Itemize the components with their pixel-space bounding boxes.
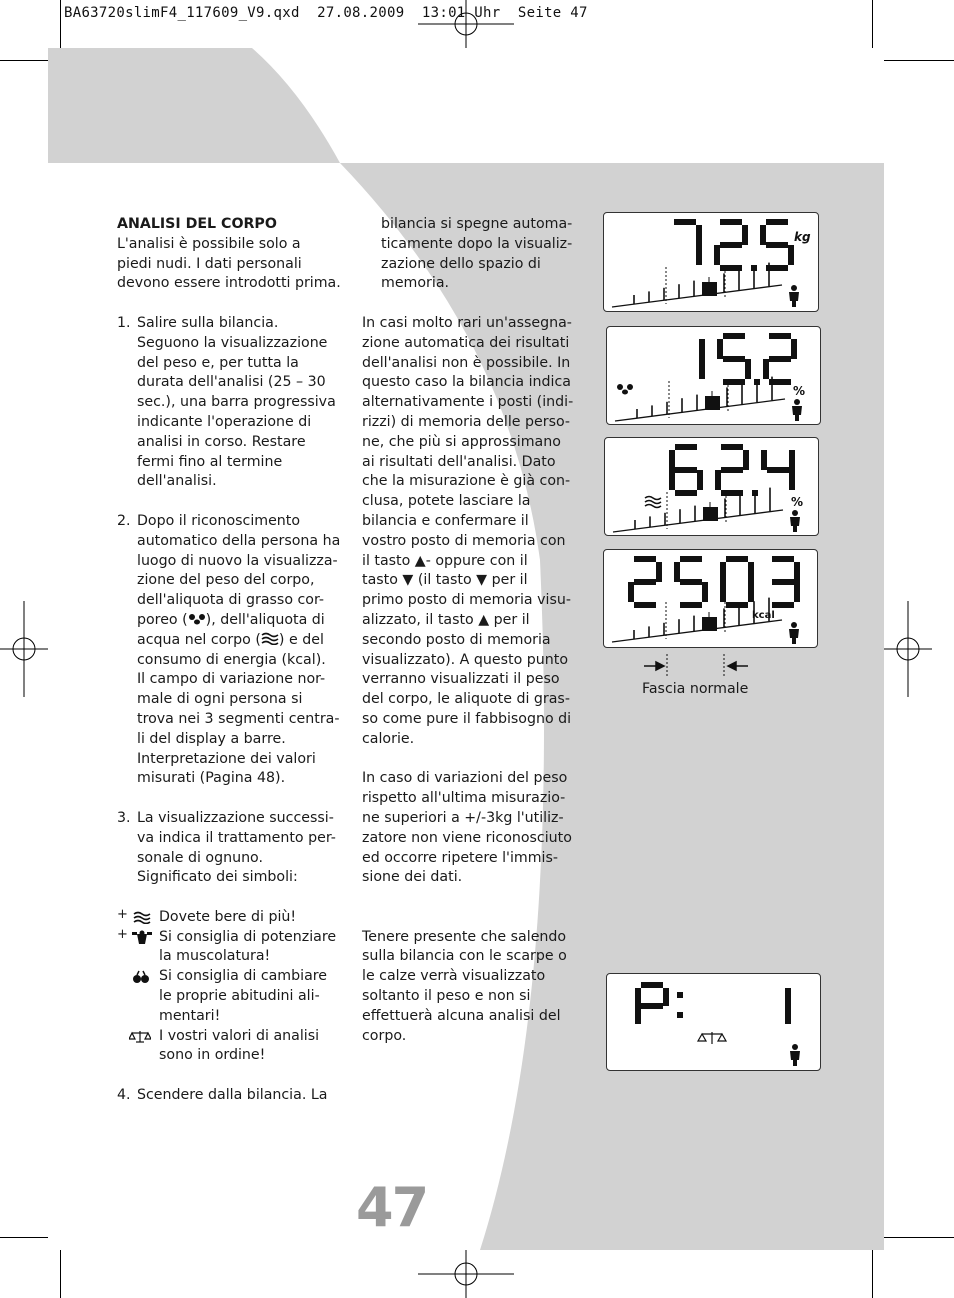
text-line: le proprie abitudini ali- <box>159 988 320 1005</box>
up-arrow-icon: ▲ <box>478 611 490 628</box>
lcd-display-kcal <box>603 549 818 648</box>
text-line: I vostri valori di analisi <box>159 1027 320 1044</box>
lcd-segment <box>674 562 680 582</box>
fat-icon <box>188 613 206 625</box>
text-line: Seguono la visualizzazione <box>137 334 328 351</box>
text-line: primo posto di memoria visu- <box>362 592 571 609</box>
lcd-segment <box>720 219 742 225</box>
text-line: fermi fino al termine <box>137 453 283 470</box>
lcd-unit-label: kcal <box>752 610 775 621</box>
lcd-segment <box>663 988 669 1006</box>
text-line: luogo di nuovo la visualizza- <box>137 552 338 569</box>
water-icon <box>645 505 661 508</box>
lcd-segment <box>641 982 663 988</box>
text-line: dell'analisi non è possibile. In <box>362 354 571 371</box>
fat-icon <box>617 384 623 390</box>
scales-icon <box>698 1032 726 1044</box>
text-line: La visualizzazione successi- <box>137 809 334 826</box>
text-line: la muscolatura! <box>159 948 271 965</box>
lcd-segment <box>766 219 788 225</box>
text-line: li del display a barre. <box>137 730 286 747</box>
lcd-segment <box>628 582 634 602</box>
bar-progress-block <box>703 507 718 521</box>
text-line: va indica il trattamento per- <box>137 829 336 846</box>
symbol-muscle: + Si consiglia di potenziare la muscolatura! <box>117 928 342 968</box>
lcd-segment <box>702 582 708 602</box>
text-line: del peso e, per tutta la <box>137 354 299 371</box>
text-line: Si consiglia di cambiare <box>159 968 328 985</box>
text-line: Salire sulla bilancia. <box>137 314 279 331</box>
text-line: corpo. <box>362 1027 407 1044</box>
person-icon <box>790 1051 800 1066</box>
text-line: ai risultati dell'analisi. Dato <box>362 453 556 470</box>
bar-baseline <box>612 620 782 642</box>
lcd-segment <box>641 1003 663 1009</box>
bar-baseline <box>615 399 785 421</box>
down-arrow-icon: ▼ <box>402 572 414 589</box>
lcd-display-weight <box>603 212 819 312</box>
lcd-segment <box>635 988 641 1006</box>
lcd-segment <box>743 450 749 470</box>
text-line: sonale di ognuno. <box>137 849 263 866</box>
text-line: memoria. <box>381 275 450 292</box>
text-line: acqua nel corpo ( ) e del <box>137 631 324 648</box>
text-line: ne superiori a +/-3kg l'utiliz- <box>362 809 564 826</box>
bar-progress-block <box>702 282 717 296</box>
lcd-segment <box>714 245 720 265</box>
text-line: Tenere presente che salendo <box>362 928 567 945</box>
water-icon <box>261 632 279 645</box>
lcd-segment <box>720 562 726 582</box>
text-line: zatore non viene riconosciuto <box>362 829 572 846</box>
column-1 <box>117 215 342 1106</box>
text-line: ed occorre ripetere l'immis- <box>362 849 558 866</box>
lcd-segment <box>696 225 702 245</box>
text-line: dell'analisi. <box>137 473 217 490</box>
text-line: le calze verrà visualizzato <box>362 968 546 985</box>
text-line: Significato dei simboli: <box>137 869 298 886</box>
person-icon <box>791 285 797 291</box>
text-line: sec.), una barra progressiva <box>137 394 336 411</box>
text-line: sono in ordine! <box>159 1047 266 1064</box>
text-line: Il campo di variazione nor- <box>137 671 326 688</box>
lcd-segment <box>696 245 702 265</box>
text-line: visualizzato). A questo punto <box>362 651 569 668</box>
lcd-segment <box>680 579 702 585</box>
lcd-segment <box>720 582 726 602</box>
text-line: verranno visualizzati il peso <box>362 671 560 688</box>
fat-icon <box>627 384 633 390</box>
person-icon <box>791 622 797 628</box>
person-icon <box>792 1044 798 1050</box>
lcd-segment <box>789 470 795 490</box>
text-line: soltanto il peso e non si <box>362 988 531 1005</box>
text-line: zazione dello spazio di <box>381 255 541 272</box>
text-line: In caso di variazioni del peso <box>362 770 568 787</box>
text-line: bilancia e confermare il <box>362 512 529 529</box>
scales-icon <box>129 1030 151 1044</box>
normal-range-label: Fascia normale <box>642 681 749 697</box>
lcd-segment <box>748 562 754 582</box>
bar-baseline <box>613 510 783 532</box>
lcd-segment <box>772 556 794 562</box>
lcd-segment <box>794 582 800 602</box>
lcd-colon <box>677 1012 683 1018</box>
text-line: sulla bilancia con le scarpe o <box>362 948 567 965</box>
person-icon <box>789 292 799 307</box>
lcd-segment <box>726 556 748 562</box>
lcd-segment <box>675 444 697 450</box>
text-line: rizzi) di memoria delle perso- <box>362 413 571 430</box>
text-line: questo caso la bilancia indica <box>362 374 571 391</box>
lcd-segment <box>635 1006 641 1024</box>
text-line: Dopo il riconoscimento <box>137 512 301 529</box>
lcd-segment <box>721 444 743 450</box>
text-line: consumo di energia (kcal). <box>137 651 326 668</box>
lcd-segment <box>742 225 748 245</box>
list-item-1: 1. Salire sulla bilancia. Seguono la visualizzazione del peso e, per tutta la durata dell'analisi (25 – 30 sec.), una barra progressiva indicante l'operazione di analisi in corso. Restare fermi fino al termine dell'analisi. <box>117 314 342 492</box>
lcd-segment <box>772 579 794 585</box>
text-line: zione del peso del corpo, <box>137 572 315 589</box>
lcd-segment <box>785 1006 791 1024</box>
lcd-segment <box>721 467 743 473</box>
lcd-segment <box>785 988 791 1006</box>
lcd-segment <box>788 245 794 265</box>
text-line: effettuerà alcuna analisi del <box>362 1007 561 1024</box>
text-line: piedi nudi. I dati personali <box>117 255 302 272</box>
lcd-segment <box>723 333 745 339</box>
person-icon <box>792 510 798 516</box>
text-line: L'analisi è possibile solo a <box>117 235 301 252</box>
lcd-segment <box>680 602 702 608</box>
lcd-segment <box>717 339 723 359</box>
text-line: In casi molto rari un'assegna- <box>362 314 572 331</box>
water-icon <box>645 501 661 504</box>
lcd-unit-label: kg <box>794 230 811 244</box>
lcd-segment <box>669 450 675 470</box>
text-line: Si consiglia di potenziare <box>159 928 337 945</box>
down-arrow-icon: ▼ <box>476 572 488 589</box>
text-line: tasto ▼ (il tasto ▼ per il <box>362 572 528 589</box>
lcd-segment <box>675 490 697 496</box>
text-line: il tasto ▲- oppure con il <box>362 552 528 569</box>
text-line: devono essere introdotti prima. <box>117 275 341 292</box>
person-icon <box>790 517 800 532</box>
normal-range-arrows <box>640 654 760 684</box>
text-line: calorie. <box>362 730 415 747</box>
fruit-icon <box>132 970 150 984</box>
column-2 <box>362 215 577 1046</box>
lcd-segment <box>697 470 703 490</box>
text-line: mentari! <box>159 1007 221 1024</box>
text-line: sione dei dati. <box>362 869 463 886</box>
up-arrow-icon: ▲ <box>414 552 426 569</box>
text-line: Scendere dalla bilancia. La <box>137 1087 328 1104</box>
lcd-colon <box>677 992 683 998</box>
lcd-segment <box>634 579 656 585</box>
lcd-segment <box>769 333 791 339</box>
water-icon <box>133 911 151 924</box>
text-line: bilancia si spegne automa- <box>381 216 573 232</box>
lcd-segment <box>767 467 789 473</box>
lcd-segment <box>789 450 795 470</box>
text-line: trova nei 3 segmenti centra- <box>137 710 340 727</box>
text-line: clusa, potete lasciare la <box>362 493 531 510</box>
muscle-icon <box>132 930 152 945</box>
bar-baseline <box>612 285 782 307</box>
lcd-segment <box>699 339 705 359</box>
print-slug: BA63720slimF4_117609_V9.qxd 27.08.2009 13:01 Uhr Seite 47 <box>64 5 588 21</box>
text-line: misurati (Pagina 48). <box>137 770 286 787</box>
text-line: alizzato, il tasto ▲ per il <box>362 611 530 628</box>
text-line: ne, che più si approssimano <box>362 433 561 450</box>
text-line: automatico della persona ha <box>137 532 341 549</box>
list-item-4: 4. Scendere dalla bilancia. La <box>117 1086 342 1106</box>
lcd-segment <box>748 582 754 602</box>
lcd-segment <box>675 467 697 473</box>
lcd-segment <box>634 556 656 562</box>
list-item-3: 3. La visualizzazione successi- va indica il trattamento per- sonale di ognuno. Significato dei simboli: <box>117 809 342 888</box>
lcd-segment <box>674 219 696 225</box>
lcd-segment <box>760 225 766 245</box>
text-line: dell'aliquota di grasso cor- <box>137 592 325 609</box>
lcd-display-fat <box>606 326 821 425</box>
lcd-segment <box>745 359 751 379</box>
lcd-segment <box>656 562 662 582</box>
text-line: zione automatica dei risultati <box>362 334 570 351</box>
lcd-segment <box>766 242 788 248</box>
lcd-segment <box>720 242 742 248</box>
person-icon <box>789 629 799 644</box>
lcd-segment <box>769 356 791 362</box>
lcd-segment <box>669 470 675 490</box>
text-line: ticamente dopo la visualiz- <box>381 235 573 252</box>
text-line: Dovete bere di più! <box>159 908 297 925</box>
text-line: male di ogni persona si <box>137 691 303 708</box>
lcd-unit-label: % <box>793 384 806 398</box>
lcd-segment <box>723 356 745 362</box>
lcd-display-memory <box>606 973 821 1071</box>
lcd-segment <box>794 562 800 582</box>
symbol-ok <box>117 1027 342 1067</box>
text-line: vostro posto di memoria con <box>362 532 566 549</box>
lcd-segment <box>763 359 769 379</box>
person-icon <box>792 406 802 421</box>
text-line: secondo posto di memoria <box>362 631 551 648</box>
lcd-segment <box>680 556 702 562</box>
water-icon <box>645 497 661 500</box>
lcd-unit-label: % <box>791 495 804 509</box>
text-line: durata dell'analisi (25 – 30 <box>137 374 326 391</box>
lcd-segment <box>715 470 721 490</box>
lcd-segment <box>726 602 748 608</box>
lcd-segment <box>699 359 705 379</box>
text-line: che la misurazione è già con- <box>362 473 571 490</box>
text-line: del corpo, le aliquote di gras- <box>362 691 570 708</box>
text-line: alternativamente i posti (indi- <box>362 394 574 411</box>
bar-progress-block <box>702 617 717 631</box>
lcd-display-water <box>604 437 819 536</box>
bar-progress-block <box>705 396 720 410</box>
text-line: indicante l'operazione di <box>137 413 312 430</box>
lcd-segment <box>634 602 656 608</box>
text-line: rispetto all'ultima misurazio- <box>362 790 566 807</box>
symbol-drink: + Dovete bere di più! <box>117 908 342 928</box>
text-line: analisi in corso. Restare <box>137 433 306 450</box>
lcd-segment <box>761 450 767 470</box>
fat-icon <box>622 390 628 395</box>
text-line: so come pure il fabbisogno di <box>362 710 572 727</box>
lcd-segment <box>772 602 794 608</box>
lcd-segment <box>791 339 797 359</box>
person-icon <box>794 399 800 405</box>
text-line: poreo ( ), dell'aliquota di <box>137 611 325 628</box>
text-line: Interpretazione dei valori <box>137 750 316 767</box>
list-item-2: 2. Dopo il riconoscimento automatico della persona ha luogo di nuovo la visualizza- zione del peso del corpo, dell'aliquota di grasso cor- poreo ( ), dell'aliquota di acqua nel corpo ( ) e del consumo di energia (kcal). Il campo di variazione nor- male di ogni persona si trova nei 3 segmenti centra- li del display a barre. Interpretazione dei valori misurati (Pagina 48). <box>117 512 342 789</box>
symbol-habits <box>117 967 342 1026</box>
section-heading: ANALISI DEL CORPO <box>117 216 277 232</box>
page-number: 47 <box>356 1176 428 1239</box>
